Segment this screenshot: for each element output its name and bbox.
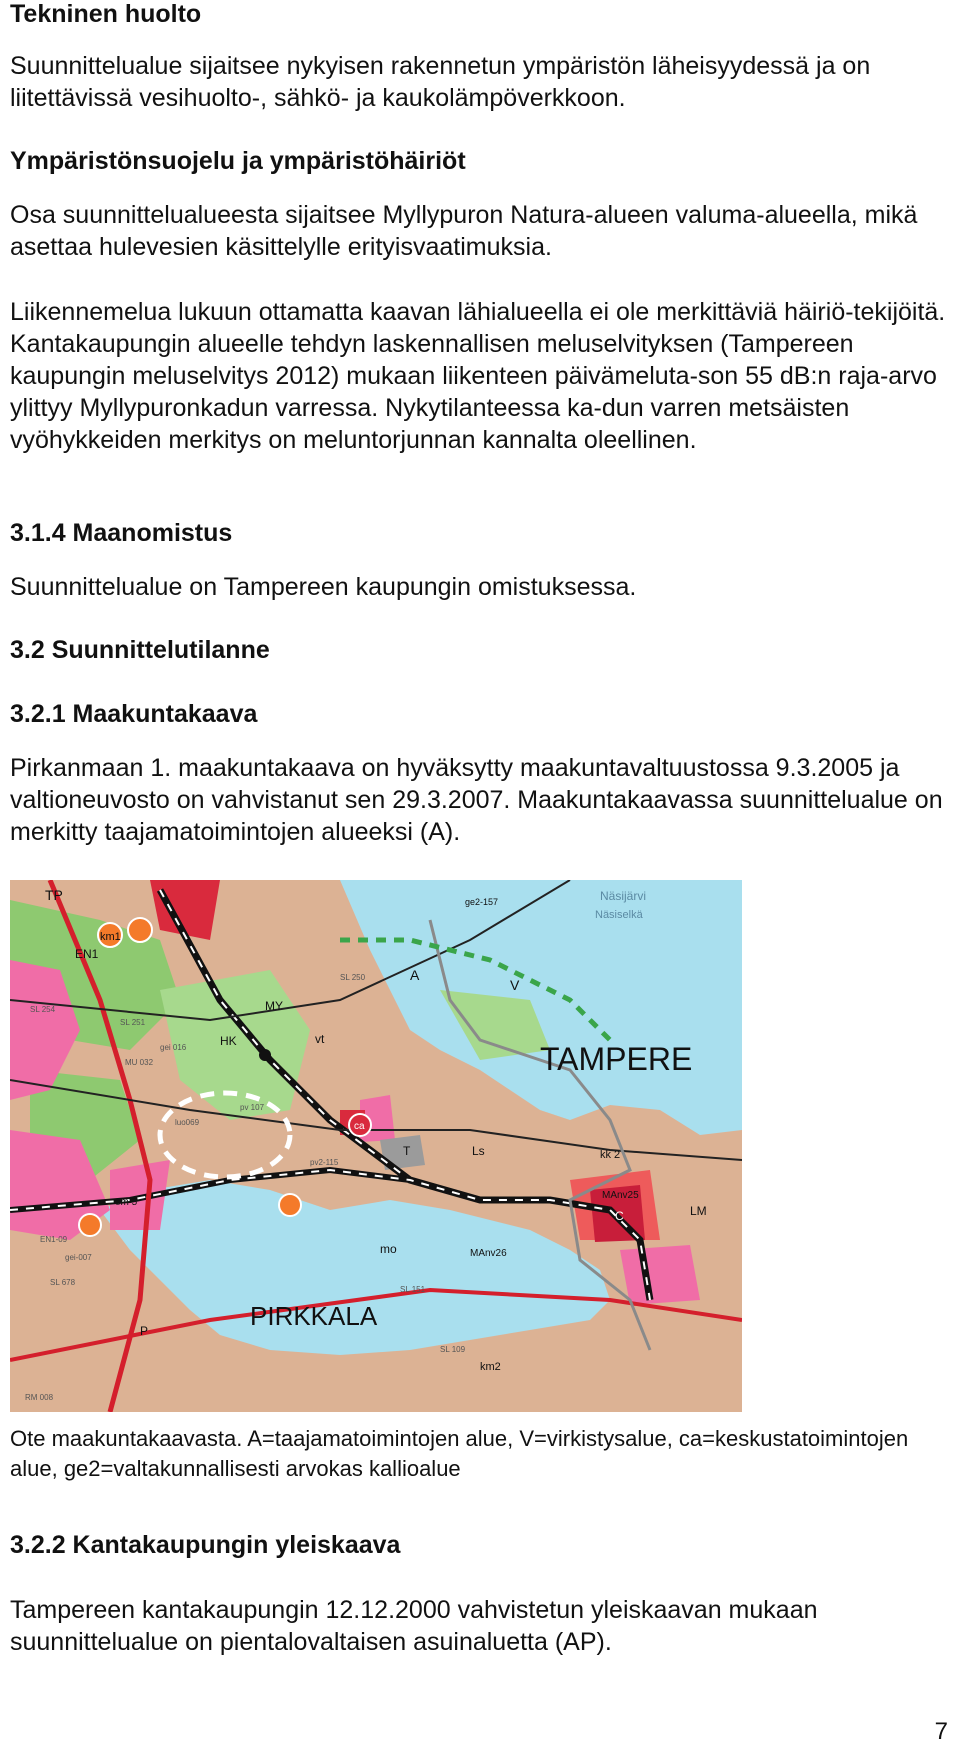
- map-label-ls: Ls: [472, 1144, 485, 1158]
- map-label-tampere: TAMPERE: [540, 1041, 693, 1077]
- map-label-sl251: SL 251: [120, 1018, 146, 1027]
- map-label-lm: LM: [690, 1204, 707, 1218]
- map-label-a: A: [410, 967, 420, 983]
- paragraph-natura: Osa suunnittelualueesta sijaitsee Myllypuron Natura-alueen valuma-alueella, mikä asettaa hulevesien käsittelylle erityisvaatimuksia.: [10, 201, 918, 261]
- map-label-sl151: SL 151: [400, 1285, 426, 1294]
- paragraph-tekninen-huolto: Suunnittelualue sijaitsee nykyisen rakennetun ympäristön läheisyydessä ja on liitettävissä vesihuolto-, sähkö- ja kaukolämpöverkkoon.: [10, 52, 871, 112]
- map-label-gei007: gei-007: [65, 1253, 92, 1262]
- map-label-gei016: gei 016: [160, 1043, 187, 1052]
- map-label-nasijarvi: Näsijärvi: [600, 889, 647, 903]
- heading-maakuntakaava: 3.2.1 Maakuntakaava: [10, 700, 258, 728]
- map-label-km2: km2: [480, 1361, 501, 1373]
- map-label-rm008: RM 008: [25, 1393, 54, 1402]
- heading-maanomistus: 3.1.4 Maanomistus: [10, 519, 233, 547]
- heading-kantakaupungin-yleiskaava: 3.2.2 Kantakaupungin yleiskaava: [10, 1531, 401, 1559]
- heading-suunnittelutilanne: 3.2 Suunnittelutilanne: [10, 636, 270, 664]
- map-label-en109: EN1-09: [40, 1235, 68, 1244]
- map-label-pv115: pv2-115: [310, 1158, 339, 1167]
- map-label-v: V: [510, 977, 520, 993]
- map-label-sl109: SL 109: [440, 1345, 466, 1354]
- map-label-mu: MU 032: [125, 1058, 154, 1067]
- map-label-pv107: pv 107: [240, 1103, 265, 1112]
- map-label-p: P: [140, 1324, 149, 1338]
- paragraph-maanomistus: Suunnittelualue on Tampereen kaupungin omistuksessa.: [10, 573, 637, 601]
- map-label-ge2: ge2-157: [465, 897, 499, 907]
- map-label-mo: mo: [380, 1242, 397, 1256]
- map-label-ca: ca: [354, 1121, 365, 1132]
- heading-ymparistonsuojelu: Ympäristönsuojelu ja ympäristöhäiriöt: [10, 147, 466, 175]
- map-label-km: km1: [100, 931, 121, 943]
- maakuntakaava-map: [10, 880, 742, 1412]
- map-label-vt: vt: [315, 1032, 325, 1046]
- map-label-luo69: luo069: [175, 1118, 200, 1127]
- map-label-hk: HK: [220, 1034, 237, 1048]
- map-label-nasiselka: Näsiselkä: [595, 909, 643, 921]
- map-label-c: C: [615, 1209, 624, 1223]
- map-label-manv26: MAnv26: [470, 1248, 507, 1259]
- map-label-t: T: [403, 1144, 411, 1158]
- paragraph-maakuntakaava: Pirkanmaan 1. maakuntakaava on hyväksytty maakuntavaltuustossa 9.3.2005 ja valtioneuvosto on vahvistanut sen 29.3.2007. Maakuntakaavassa suunnittelualue on merkitty taajamatoimintojen alueeksi (A).: [10, 754, 943, 846]
- page-number: 7: [934, 1718, 948, 1745]
- map-caption: Ote maakuntakaavasta. A=taajamatoimintojen alue, V=virkistysalue, ca=keskustatoimintojen alue, ge2=valtakunnallisesti arvokas kallioalue: [10, 1426, 909, 1481]
- map-label-sl678: SL 678: [50, 1278, 76, 1287]
- map-label-my: MY: [265, 999, 283, 1013]
- paragraph-liikennemelu: Liikennemelua lukuun ottamatta kaavan lähialueella ei ole merkittäviä häiriö-tekijöitä. Kantakaupungin alueelle tehdyn laskennallisen meluselvityksen (Tampereen kaupungin meluselvitys 2012) mukaan liikenteen päivämeluta-son 55 dB:n raja-arvo ylittyy Myllypuronkadun varressa. Nykytilanteessa ka-dun varren metsäisten vyöhykkeiden merkitys on meluntorjunnan kannalta oleellinen.: [10, 298, 946, 454]
- map-label-kk2: kk 2: [600, 1149, 621, 1161]
- heading-tekninen-huolto: Tekninen huolto: [10, 0, 202, 28]
- map-label-en1: EN1: [75, 947, 99, 961]
- map-label-sl250: SL 250: [340, 973, 366, 982]
- paragraph-yleiskaava: Tampereen kantakaupungin 12.12.2000 vahvistetun yleiskaavan mukaan suunnittelualue on pientalovaltaisen asuinaluetta (AP).: [10, 1596, 818, 1656]
- map-label-em5: em 5: [115, 1197, 138, 1208]
- map-label-sl254: SL 254: [30, 1005, 56, 1014]
- map-label-manv25: MAnv25: [602, 1190, 639, 1201]
- map-label-pirkkala: PIRKKALA: [250, 1301, 378, 1331]
- map-label-tp: TP: [45, 887, 63, 903]
